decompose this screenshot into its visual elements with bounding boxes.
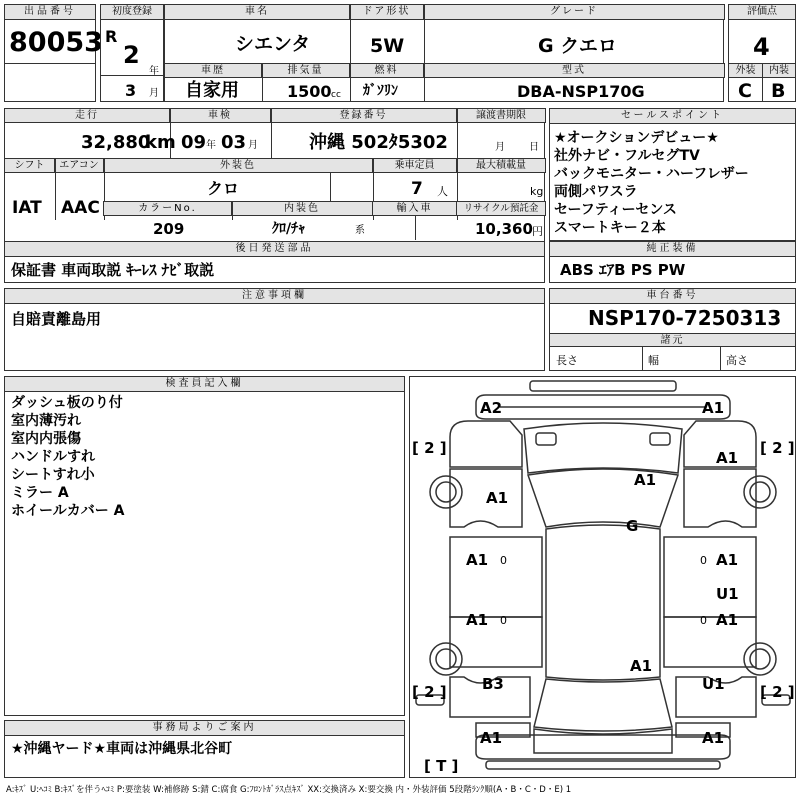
rear-bumper — [476, 735, 730, 759]
zero-left-rear: 0 — [500, 614, 507, 627]
year-unit: 年 — [149, 66, 159, 77]
front-bumper-strip — [530, 381, 676, 391]
shift-header: シフト — [4, 158, 55, 173]
office-header: 事務局よりご案内 — [5, 721, 404, 736]
inspector-note-item: ミラー A — [11, 485, 69, 501]
lot-number: 80053 — [9, 27, 103, 58]
era: R — [105, 27, 118, 46]
width-label: 幅 — [648, 354, 659, 367]
front-left-fender — [450, 421, 522, 467]
insp-year-unit: 年 — [206, 140, 216, 151]
inspector-note-item: 室内内張傷 — [11, 431, 81, 447]
mark-rear-glass: A1 — [630, 657, 653, 675]
mark-windshield: G — [626, 517, 639, 535]
model-name-header: 車名 — [164, 4, 350, 20]
color-no-header: カラーNo. — [103, 201, 232, 216]
exterior-grade: C — [738, 80, 752, 102]
sales-point-item: バックモニター・ハーフレザー — [554, 166, 749, 182]
model-name: シエンタ — [235, 33, 311, 55]
mark-left-rear-door: A1 — [466, 611, 489, 629]
transfer-header: 譲渡書期限 — [456, 108, 546, 123]
caution-header: 注意事項欄 — [5, 289, 544, 304]
mark-right-front-door: A1 — [716, 551, 739, 569]
fuel-header: 燃料 — [349, 63, 424, 78]
recycle-value: 10,360 — [475, 220, 533, 238]
int-color-unit: 系 — [355, 225, 365, 236]
sales-points-box — [549, 108, 796, 241]
capacity-value: 7 — [411, 179, 423, 199]
insp-month-unit: 月 — [248, 140, 258, 151]
first-registration-header: 初度登録 — [101, 5, 163, 20]
rear-right-hub — [750, 649, 770, 669]
mark-left-quarter: B3 — [482, 675, 504, 693]
tailgate — [534, 729, 672, 753]
std-equipment-box — [549, 241, 796, 283]
left-front-door — [450, 537, 542, 617]
door-header: ドア形状 — [349, 4, 424, 20]
recycle-header: リサイクル預託金 — [456, 201, 546, 216]
aircon-value: AAC — [61, 198, 100, 218]
zero-left-front: 0 — [500, 554, 507, 567]
plate-value: 沖縄 502ﾀ5302 — [309, 132, 448, 153]
right-front-door — [664, 537, 756, 617]
rear-right-wheel — [744, 643, 776, 675]
capacity-header: 乗車定員 — [372, 158, 457, 173]
rear-glass — [534, 679, 672, 731]
right-headlight — [650, 433, 670, 445]
later-parts-value: 保証書 車両取説 ｷｰﾚｽ ﾅﾋﾞ取説 — [11, 261, 215, 279]
legend-text: A:ｷｽﾞ U:ﾍｺﾐ B:ｷｽﾞを伴うﾍｺﾐ P:要塗装 W:補修跡 S:錆 C:腐食 G:ﾌﾛﾝﾄｶﾞﾗｽ点ｷｽﾞ XX:交換済み X:要交換 内・外装評価 5段階ﾗﾝｸ順(A・B・C・D・E) 1 — [6, 785, 572, 795]
score-header: 評価点 — [729, 5, 795, 20]
height-label: 高さ — [726, 354, 748, 367]
mark-right-quarter: U1 — [702, 675, 725, 693]
sales-points-header: セールスポイント — [550, 109, 795, 124]
zero-right-rear: 0 — [700, 614, 707, 627]
right-rear-door — [664, 614, 756, 667]
std-equipment-value: ABS ｴｱB PS PW — [560, 261, 686, 279]
rear-left-wheel — [430, 643, 462, 675]
bracket-rear-left: [ 2 ] — [412, 683, 447, 701]
plate-header: 登録番号 — [270, 108, 457, 123]
hood — [524, 423, 682, 473]
transfer-month: 月 — [495, 142, 505, 153]
rear-bumper-strip — [486, 761, 720, 769]
max-load-unit: kg — [530, 185, 544, 198]
sales-point-item: 社外ナビ・フルセグTV — [554, 148, 700, 164]
color-no-value: 209 — [153, 220, 185, 238]
exterior-header: 外装 — [728, 63, 763, 78]
details-box — [4, 108, 545, 242]
mark-front-bumper-right: A1 — [702, 399, 725, 417]
bracket-front-right: [ 2 ] — [760, 439, 795, 457]
grade-value: G クエロ — [538, 35, 617, 57]
inspector-box — [4, 376, 405, 716]
int-color-header: 内装色 — [231, 201, 373, 216]
front-right-hub — [750, 482, 770, 502]
later-parts-header: 後日発送部品 — [5, 242, 544, 257]
mark-hood: A1 — [634, 471, 657, 489]
sales-point-item: ★オークションデビュー★ — [554, 130, 719, 146]
later-parts-box — [4, 241, 545, 283]
mark-rear-bumper-right: A1 — [702, 729, 725, 747]
reg-year: 2 — [123, 41, 140, 69]
caution-box — [4, 288, 545, 371]
left-rear-door — [450, 614, 542, 667]
model-code-header: 型式 — [423, 63, 725, 78]
sales-point-item: 両側パワスラ — [554, 184, 638, 200]
inspector-note-item: シートすれ小 — [11, 467, 95, 483]
front-left-hub — [436, 482, 456, 502]
grade-header: グレード — [423, 4, 725, 20]
ext-color-header: 外装色 — [103, 158, 373, 173]
bracket-tyre: [ T ] — [424, 757, 459, 775]
mark-front-right-fender: A1 — [716, 449, 739, 467]
mark-rear-bumper-left: A1 — [480, 729, 503, 747]
sales-point-item: セーフティーセンス — [554, 202, 677, 218]
displacement-unit: cc — [331, 90, 341, 100]
bracket-rear-right: [ 2 ] — [760, 683, 795, 701]
front-right-wheel — [744, 476, 776, 508]
caution-value: 自賠責離島用 — [11, 310, 102, 328]
capacity-unit: 人 — [437, 185, 448, 198]
import-header: 輸入車 — [372, 201, 457, 216]
insp-year: 09 — [181, 132, 207, 153]
shift-value: IAT — [12, 198, 42, 218]
specs-header: 諸元 — [549, 333, 796, 347]
history-header: 車歴 — [164, 63, 262, 78]
bracket-front-left: [ 2 ] — [412, 439, 447, 457]
lot-number-box — [4, 4, 103, 102]
car-diagram-box — [409, 376, 796, 778]
model-code-value: DBA-NSP170G — [517, 82, 645, 101]
length-label: 長さ — [556, 354, 578, 367]
mark-left-front-door: A1 — [466, 551, 489, 569]
front-left-wheel — [430, 476, 462, 508]
office-note: ★沖縄ヤード★車両は沖縄県北谷町 — [11, 741, 233, 757]
fuel-value: ｶﾞｿﾘﾝ — [363, 83, 398, 99]
ext-color-value: クロ — [207, 179, 240, 198]
interior-header: 内装 — [762, 63, 796, 78]
reg-month: 3 — [125, 81, 137, 100]
car-diagram — [410, 377, 795, 777]
door-type: 5W — [370, 35, 405, 57]
inspector-note-item: ダッシュ板のり付 — [11, 395, 123, 411]
first-registration-box — [100, 4, 164, 102]
interior-grade: B — [771, 80, 786, 102]
displacement-header: 排気量 — [261, 63, 350, 78]
int-color-value: ｸﾛ/ﾁｬ — [272, 221, 306, 237]
mileage-header: 走行 — [4, 108, 170, 123]
left-headlight — [536, 433, 556, 445]
mileage-unit: km — [145, 132, 176, 153]
zero-right-front: 0 — [700, 554, 707, 567]
chassis-header: 車台番号 — [550, 289, 795, 304]
displacement-value: 1500 — [287, 82, 332, 101]
std-equipment-header: 純正装備 — [550, 242, 795, 257]
transfer-day: 日 — [529, 142, 539, 153]
sales-point-item: スマートキー２本 — [554, 220, 666, 236]
score-value: 4 — [753, 33, 770, 61]
inspector-note-item: 室内薄汚れ — [11, 413, 81, 429]
inspection-header: 車検 — [169, 108, 271, 123]
mark-right-door-dent: U1 — [716, 585, 739, 603]
score-box — [728, 4, 796, 102]
rear-left-hub — [436, 649, 456, 669]
inspector-header: 検査員記入欄 — [5, 377, 404, 392]
chassis-box — [549, 288, 796, 371]
recycle-unit: 円 — [532, 225, 543, 238]
mileage-value: 32,880 — [81, 132, 151, 153]
insp-month: 03 — [221, 132, 247, 153]
inspector-note-item: ハンドルすれ — [11, 449, 95, 465]
month-unit: 月 — [149, 88, 159, 99]
inspector-note-item: ホイールカバー A — [11, 503, 125, 519]
mark-left-fender: A1 — [486, 489, 509, 507]
office-box — [4, 720, 405, 778]
max-load-header: 最大積載量 — [456, 158, 546, 173]
model-info-box — [164, 4, 724, 102]
mark-front-bumper-left: A2 — [480, 399, 503, 417]
mark-right-rear-door: A1 — [716, 611, 739, 629]
aircon-header: エアコン — [54, 158, 104, 173]
lot-number-header: 出品番号 — [5, 5, 95, 20]
history-value: 自家用 — [185, 80, 239, 101]
chassis-value: NSP170-7250313 — [588, 306, 782, 330]
